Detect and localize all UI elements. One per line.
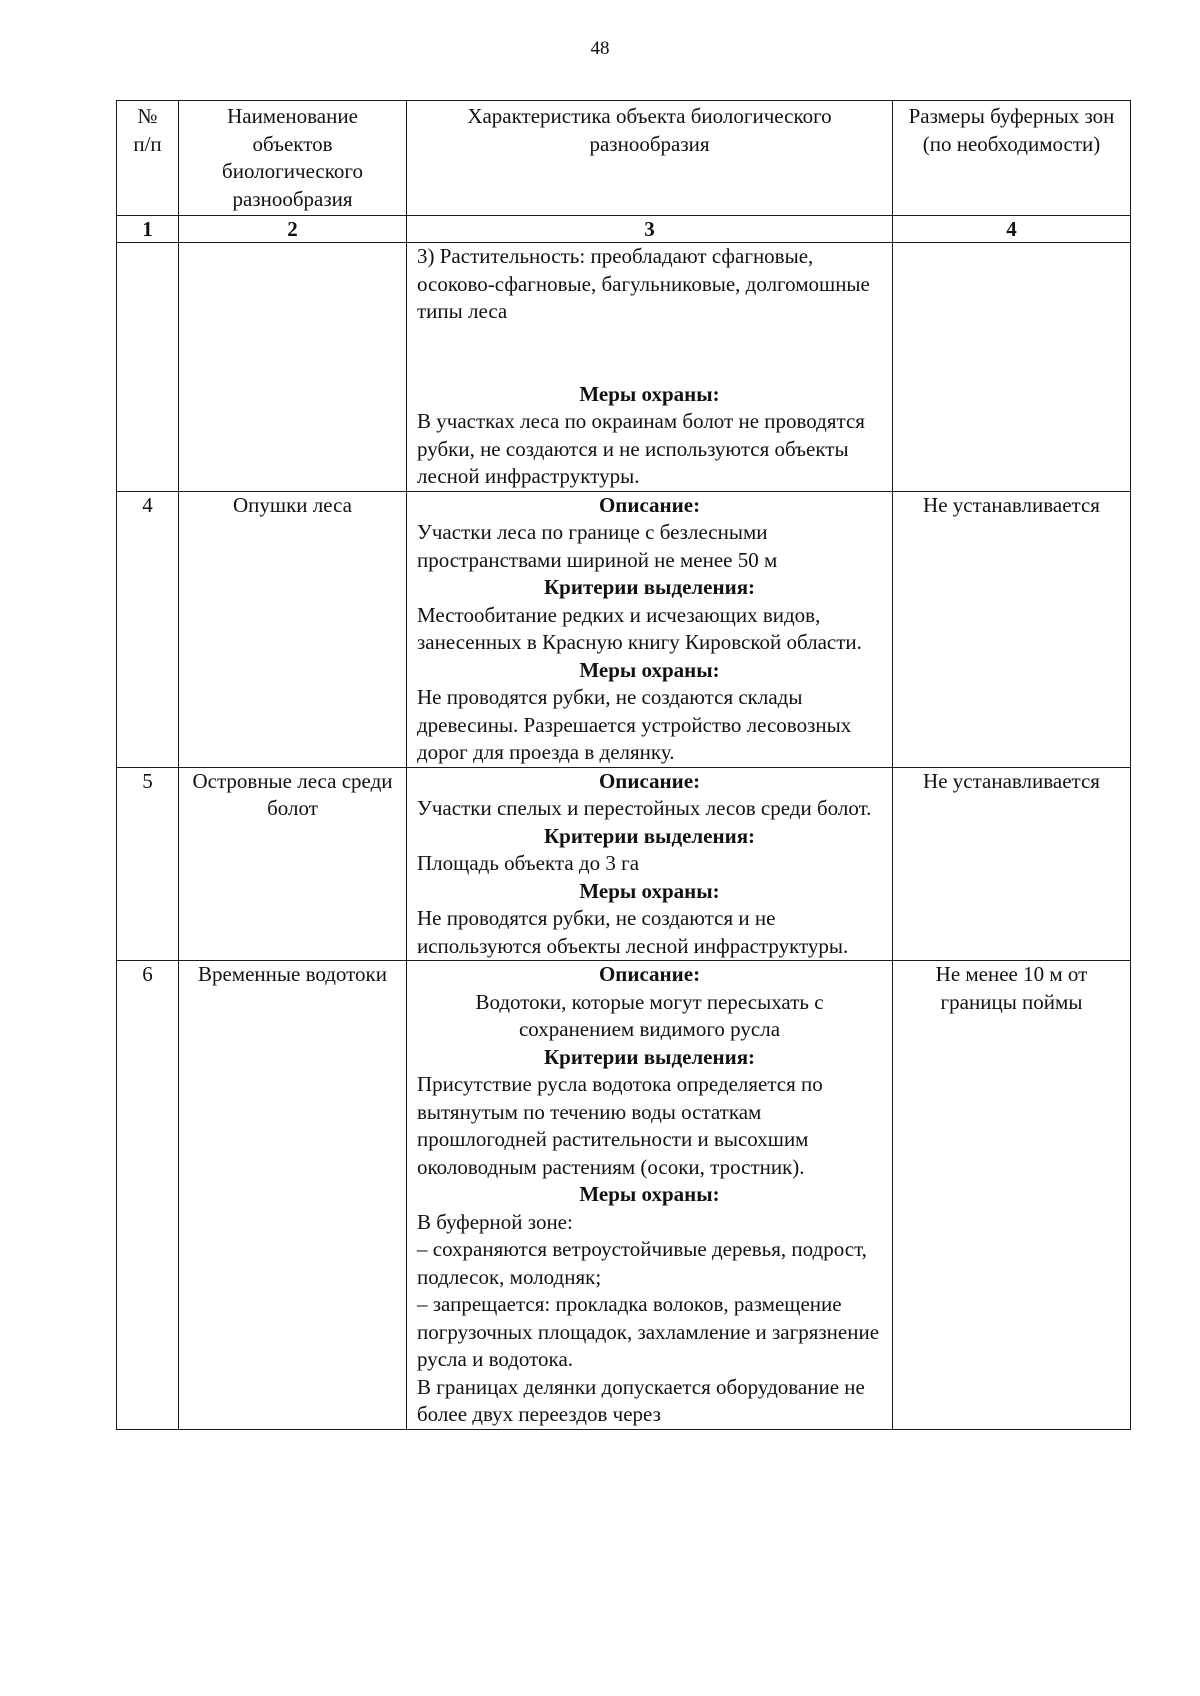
measures-heading: Меры охраны: bbox=[579, 1182, 720, 1206]
cell-name bbox=[179, 243, 407, 492]
header-name: Наименование объектов биологического разнообразия bbox=[179, 101, 407, 216]
description-text: Участки леса по границе с безлесными пространствами шириной не менее 50 м bbox=[417, 520, 778, 572]
vegetation-text: 3) Растительность: преобладают сфагновые, осоково-сфагновые, багульниковые, долгомошные типы леса bbox=[417, 244, 870, 323]
cell-characteristic bbox=[407, 767, 893, 961]
measures-text: Не проводятся рубки, не создаются склады древесины. Разрешается устройство лесовозных дорог для проезда в делянку. bbox=[417, 685, 852, 764]
biodiversity-table bbox=[116, 100, 1131, 1430]
header-number: № п/п bbox=[117, 101, 179, 216]
cell-characteristic bbox=[407, 961, 893, 1430]
cell-buffer bbox=[893, 243, 1131, 492]
measures-heading: Меры охраны: bbox=[579, 657, 720, 682]
cell-buffer: Не устанавливается bbox=[893, 767, 1131, 961]
cell-buffer: Не устанавливается bbox=[893, 491, 1131, 767]
description-text: Водотоки, которые могут пересыхать с сохранением видимого русла bbox=[475, 989, 824, 1041]
measures-line: – сохраняются ветроустойчивые деревья, подрост, подлесок, молодняк; bbox=[417, 1237, 867, 1289]
column-number: 1 bbox=[117, 216, 179, 243]
criteria-text: Присутствие русла водотока определяется по вытянутым по течению воды остаткам прошлогодней растительности и высохшим околоводным растениям (осоки, тростник). bbox=[417, 1072, 823, 1179]
cell-name: Опушки леса bbox=[179, 491, 407, 767]
header-buffer-zone: Размеры буферных зон (по необходимости) bbox=[893, 101, 1131, 216]
description-heading: Описание: bbox=[598, 768, 701, 793]
description-heading: Описание: bbox=[598, 962, 701, 986]
column-number: 2 bbox=[179, 216, 407, 243]
table-row bbox=[117, 961, 1131, 1430]
description-heading: Описание: bbox=[598, 492, 701, 517]
cell-characteristic bbox=[407, 491, 893, 767]
cell-number bbox=[117, 243, 179, 492]
column-number-row bbox=[117, 216, 1131, 243]
measures-line: В границах делянки допускается оборудование не более двух переездов через bbox=[417, 1374, 865, 1426]
criteria-text: Местообитание редких и исчезающих видов, занесенных в Красную книгу Кировской области. bbox=[417, 602, 862, 654]
cell-number: 4 bbox=[117, 491, 179, 767]
measures-heading: Меры охраны: bbox=[579, 381, 720, 406]
table-header-row bbox=[117, 101, 1131, 216]
cell-name: Временные водотоки bbox=[179, 961, 407, 1430]
column-number: 3 bbox=[407, 216, 893, 243]
criteria-heading: Критерии выделения: bbox=[543, 823, 756, 848]
measures-line: – запрещается: прокладка волоков, размещение погрузочных площадок, захламление и загрязнение русла и водотока. bbox=[417, 1292, 880, 1371]
cell-characteristic bbox=[407, 243, 893, 492]
measures-text: В участках леса по окраинам болот не проводятся рубки, не создаются и не используются объекты лесной инфраструктуры. bbox=[417, 409, 865, 488]
measures-line: В буферной зоне: bbox=[417, 1209, 573, 1234]
measures-text: Не проводятся рубки, не создаются и не используются объекты лесной инфраструктуры. bbox=[417, 906, 849, 958]
criteria-text: Площадь объекта до 3 га bbox=[417, 851, 640, 875]
cell-number: 6 bbox=[117, 961, 179, 1430]
column-number: 4 bbox=[893, 216, 1131, 243]
cell-name: Островные леса среди болот bbox=[179, 767, 407, 961]
criteria-heading: Критерии выделения: bbox=[543, 575, 756, 599]
table-row bbox=[117, 767, 1131, 961]
page-number: 48 bbox=[590, 38, 610, 59]
cell-buffer: Не менее 10 м от границы поймы bbox=[893, 961, 1131, 1430]
header-characteristic: Характеристика объекта биологического разнообразия bbox=[407, 101, 893, 216]
cell-number: 5 bbox=[117, 767, 179, 961]
table-row bbox=[117, 491, 1131, 767]
criteria-heading: Критерии выделения: bbox=[543, 1044, 756, 1069]
measures-heading: Меры охраны: bbox=[579, 878, 720, 903]
description-text: Участки спелых и перестойных лесов среди болот. bbox=[417, 796, 872, 820]
table-row-continuation bbox=[117, 243, 1131, 492]
